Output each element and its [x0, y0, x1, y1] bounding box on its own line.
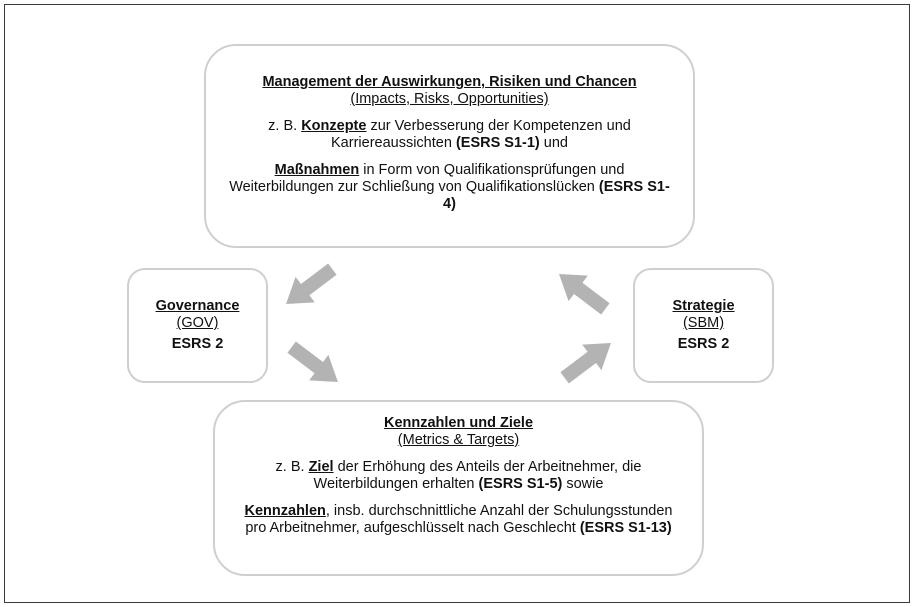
- arrow-strategy-to-management: [549, 261, 615, 321]
- arrow-metrics-to-strategy: [555, 330, 621, 390]
- governance-standard: ESRS 2: [171, 336, 224, 352]
- management-paragraph-measures: Maßnahmen in Form von Qualifikationsprüfungen und Weiterbildungen zur Schließung von Qualifikationslücken (ESRS S1-4): [229, 162, 670, 212]
- strategy-title: Strategie: [672, 298, 735, 314]
- management-measures-ref: (ESRS S1-4): [443, 179, 670, 212]
- governance-title: Governance: [155, 298, 240, 314]
- arrow-governance-to-metrics: [282, 334, 348, 394]
- governance-box: [127, 268, 268, 383]
- metrics-target-ref: (ESRS S1-5): [478, 476, 563, 492]
- metrics-subtitle: (Metrics & Targets): [397, 432, 520, 448]
- management-concepts-keyword: Konzepte: [301, 118, 367, 134]
- strategy-standard: ESRS 2: [677, 336, 730, 352]
- metrics-paragraph-target: z. B. Ziel der Erhöhung des Anteils der Arbeitnehmer, die Weiterbildungen erhalten (ESRS S1-5) sowie: [275, 459, 642, 492]
- strategy-box: [633, 268, 774, 383]
- metrics-box: [213, 400, 704, 576]
- management-concepts-ref: (ESRS S1-1): [455, 135, 540, 151]
- metrics-paragraph-kpis: Kennzahlen, insb. durchschnittliche Anzahl der Schulungsstunden pro Arbeitnehmer, aufgeschlüsselt nach Geschlecht (ESRS S1-13): [244, 503, 673, 536]
- metrics-target-keyword: Ziel: [308, 459, 334, 475]
- management-box: [204, 44, 695, 248]
- management-measures-keyword: Maßnahmen: [274, 162, 360, 178]
- strategy-abbr: (SBM): [682, 315, 725, 331]
- management-title: Management der Auswirkungen, Risiken und Chancen: [262, 74, 637, 90]
- arrow-management-to-governance: [276, 256, 342, 316]
- metrics-title: Kennzahlen und Ziele: [383, 415, 534, 431]
- governance-abbr: (GOV): [176, 315, 219, 331]
- management-subtitle: (Impacts, Risks, Opportunities): [350, 91, 549, 107]
- management-paragraph-concepts: z. B. Konzepte zur Verbesserung der Kompetenzen und Karriereaussichten (ESRS S1-1) und: [268, 118, 631, 151]
- metrics-kpis-ref: (ESRS S1-13): [579, 520, 672, 536]
- metrics-kpis-keyword: Kennzahlen: [244, 503, 326, 519]
